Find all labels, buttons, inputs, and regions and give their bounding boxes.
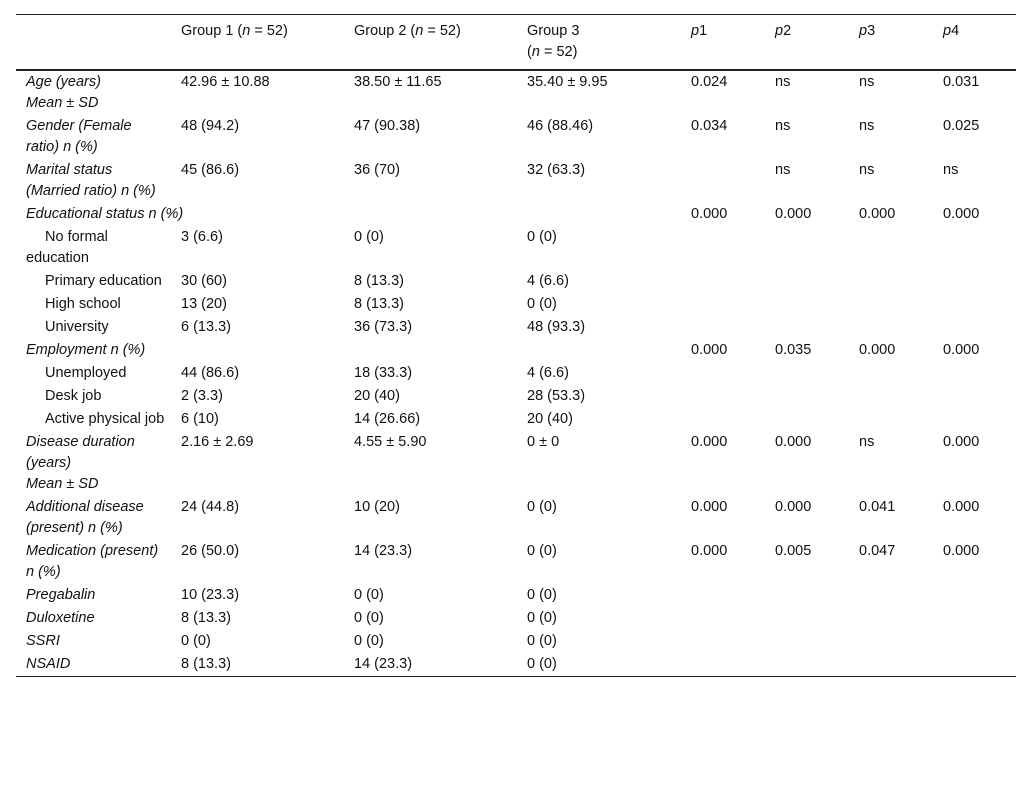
row-label: Employment n (%) — [26, 342, 146, 358]
cell-group-2: 8 (13.3) — [354, 273, 404, 289]
cell-group-3: 4 (6.6) — [527, 273, 569, 289]
cell-p4: ns — [943, 162, 959, 178]
row-label: Primary education — [45, 273, 162, 289]
cell-group-1: 48 (94.2) — [181, 118, 240, 134]
cell-p3: ns — [859, 162, 875, 178]
cell-p2: ns — [775, 162, 791, 178]
cell-group-3: 0 ± 0 — [527, 434, 560, 450]
cell-group-1: 26 (50.0) — [181, 543, 240, 559]
cell-p1 — [681, 159, 765, 203]
cell-p3: 0.000 — [859, 342, 896, 358]
row-label: NSAID — [26, 656, 71, 672]
row-gender — [16, 115, 1016, 159]
row-edu-primary — [16, 270, 1016, 293]
cell-p3: ns — [859, 434, 875, 450]
cell-group-2: 4.55 ± 5.90 — [354, 434, 427, 450]
cell-group-1: 2.16 ± 2.69 — [181, 434, 254, 450]
row-label: Educational status n (%) — [26, 206, 184, 222]
header-group-1: Group 1 (n = 52) — [181, 23, 288, 39]
cell-group-3: 46 (88.46) — [527, 118, 594, 134]
row-pregabalin — [16, 584, 1016, 607]
cell-group-2: 14 (26.66) — [354, 411, 421, 427]
header-row — [16, 15, 1016, 71]
cell-group-3: 0 (0) — [527, 499, 557, 515]
cell-p2: 0.035 — [775, 342, 812, 358]
cell-p3: 0.047 — [859, 543, 896, 559]
cell-group-3: 4 (6.6) — [527, 365, 569, 381]
cell-group-2: 14 (23.3) — [354, 543, 413, 559]
cell-p1: 0.034 — [691, 118, 728, 134]
row-label: University — [45, 319, 109, 335]
cell-p2: 0.000 — [775, 206, 812, 222]
row-additional-disease — [16, 496, 1016, 540]
cell-group-2: 38.50 ± 11.65 — [354, 74, 442, 90]
cell-group-3: 32 (63.3) — [527, 162, 586, 178]
cell-p4: 0.000 — [943, 543, 980, 559]
cell-p2: 0.000 — [775, 499, 812, 515]
cell-group-1: 13 (20) — [181, 296, 227, 312]
cell-p1: 0.000 — [691, 499, 728, 515]
row-label: Age (years) Mean ± SD — [26, 74, 101, 111]
cell-group-3: 0 (0) — [527, 656, 557, 672]
row-label: Medication (present) n (%) — [26, 543, 159, 580]
cell-group-3: 28 (53.3) — [527, 388, 586, 404]
row-duloxetine — [16, 607, 1016, 630]
cell-p3: 0.000 — [859, 206, 896, 222]
cell-p1: 0.000 — [691, 342, 728, 358]
cell-group-1: 3 (6.6) — [181, 229, 223, 245]
cell-p1: 0.000 — [691, 206, 728, 222]
row-label: No formal education — [26, 229, 108, 266]
cell-group-3: 0 (0) — [527, 610, 557, 626]
row-ssri — [16, 630, 1016, 653]
row-label: Desk job — [45, 388, 102, 404]
cell-p2: 0.000 — [775, 434, 812, 450]
cell-group-1: 42.96 ± 10.88 — [181, 74, 270, 90]
row-education — [16, 203, 1016, 226]
cell-p2: ns — [775, 74, 791, 90]
row-marital — [16, 159, 1016, 203]
cell-p3: 0.041 — [859, 499, 896, 515]
row-edu-no-formal — [16, 226, 1016, 270]
cell-group-1: 8 (13.3) — [181, 656, 231, 672]
cell-group-2: 36 (73.3) — [354, 319, 413, 335]
cell-group-2: 10 (20) — [354, 499, 400, 515]
cell-group-2: 0 (0) — [354, 610, 384, 626]
cell-group-3: 20 (40) — [527, 411, 573, 427]
header-empty — [16, 15, 171, 71]
row-edu-high-school — [16, 293, 1016, 316]
cell-group-1: 30 (60) — [181, 273, 227, 289]
header-group-3: Group 3 (n = 52) — [527, 23, 580, 60]
cell-group-1: 0 (0) — [181, 633, 211, 649]
cell-p1: 0.000 — [691, 543, 728, 559]
cell-p2: ns — [775, 118, 791, 134]
cell-group-3: 48 (93.3) — [527, 319, 586, 335]
cell-group-2: 47 (90.38) — [354, 118, 421, 134]
row-label: High school — [45, 296, 121, 312]
cell-group-3: 0 (0) — [527, 229, 557, 245]
row-label: Additional disease (present) n (%) — [26, 499, 144, 536]
cell-p3: ns — [859, 74, 875, 90]
cell-group-3: 0 (0) — [527, 296, 557, 312]
cell-p2: 0.005 — [775, 543, 812, 559]
header-p1: p1 — [691, 23, 708, 39]
cell-group-3: 35.40 ± 9.95 — [527, 74, 608, 90]
cell-p4: 0.000 — [943, 434, 980, 450]
row-label: Disease duration (years) Mean ± SD — [26, 434, 135, 492]
cell-p3: ns — [859, 118, 875, 134]
cell-p4: 0.000 — [943, 206, 980, 222]
cell-group-1: 24 (44.8) — [181, 499, 240, 515]
cell-p1: 0.000 — [691, 434, 728, 450]
row-nsaid — [16, 653, 1016, 677]
cell-group-1: 6 (10) — [181, 411, 219, 427]
header-p3: p3 — [859, 23, 876, 39]
cell-group-2: 14 (23.3) — [354, 656, 413, 672]
header-p4: p4 — [943, 23, 960, 39]
cell-p4: 0.000 — [943, 499, 980, 515]
row-age — [16, 70, 1016, 115]
cell-group-2: 0 (0) — [354, 633, 384, 649]
cell-group-1: 10 (23.3) — [181, 587, 240, 603]
row-emp-unemployed — [16, 362, 1016, 385]
cell-group-2: 36 (70) — [354, 162, 400, 178]
row-emp-active — [16, 408, 1016, 431]
cell-p1: 0.024 — [691, 74, 728, 90]
header-group-2: Group 2 (n = 52) — [354, 23, 461, 39]
cell-group-1: 8 (13.3) — [181, 610, 231, 626]
cell-group-1: 45 (86.6) — [181, 162, 240, 178]
cell-group-3: 0 (0) — [527, 587, 557, 603]
cell-p4: 0.031 — [943, 74, 980, 90]
cell-p4: 0.000 — [943, 342, 980, 358]
cell-group-1: 2 (3.3) — [181, 388, 223, 404]
cell-group-2: 18 (33.3) — [354, 365, 413, 381]
row-emp-desk — [16, 385, 1016, 408]
cell-group-2: 8 (13.3) — [354, 296, 404, 312]
row-label: Unemployed — [45, 365, 127, 381]
row-label: Gender (Female ratio) n (%) — [26, 118, 132, 155]
cell-group-3: 0 (0) — [527, 633, 557, 649]
demographics-table — [16, 14, 1016, 677]
row-label: Marital status (Married ratio) n (%) — [26, 162, 156, 199]
cell-group-2: 0 (0) — [354, 587, 384, 603]
row-label: SSRI — [26, 633, 60, 649]
cell-group-3: 0 (0) — [527, 543, 557, 559]
cell-group-2: 20 (40) — [354, 388, 400, 404]
row-disease-duration — [16, 431, 1016, 496]
row-employment — [16, 339, 1016, 362]
cell-group-1: 6 (13.3) — [181, 319, 231, 335]
row-label: Duloxetine — [26, 610, 95, 626]
row-label: Active physical job — [45, 411, 165, 427]
row-edu-university — [16, 316, 1016, 339]
header-p2: p2 — [775, 23, 792, 39]
row-label: Pregabalin — [26, 587, 96, 603]
cell-group-1: 44 (86.6) — [181, 365, 240, 381]
cell-p4: 0.025 — [943, 118, 980, 134]
row-medication — [16, 540, 1016, 584]
cell-group-2: 0 (0) — [354, 229, 384, 245]
